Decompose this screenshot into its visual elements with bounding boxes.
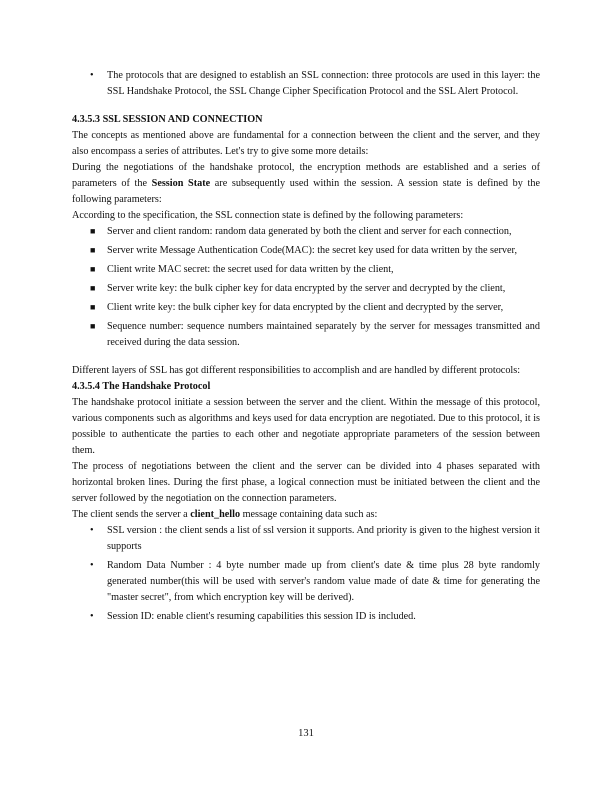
square-bullet-icon: ■ [90,302,96,312]
page-number: 131 [298,728,314,739]
list-item: • Session ID: enable client's resuming capabilities this session ID is included. [72,609,540,625]
bullet-icon: • [90,70,94,81]
paragraph: According to the specification, the SSL connection state is defined by the following parameters: [72,210,464,221]
list-item: ■ Server write Message Authentication Code(MAC): the secret key used for data written by the server, [72,243,540,259]
section-heading: 4.3.5.4 The Handshake Protocol [72,381,211,392]
bold-term: Session State [151,178,211,189]
paragraph: During the negotiations of the handshake protocol, the encryption methods are established and a series of parameters of the Session State are subsequently used within the session. A session state is defined by the following parameters: [72,162,540,205]
list-item: ■ Server and client random: random data generated by both the client and server for each connection, [72,224,540,240]
paragraph: The handshake protocol initiate a session between the server and the client. Within the message of this protocol, various components such as algorithms and keys used for data encryption are negotiated. Due to this protocol, it is possible to authenticate the parties to each other and negotiate appropriate parameters of the session between them. [72,397,540,456]
paragraph: The concepts as mentioned above are fundamental for a connection between the client and the server, and they also encompass a series of attributes. Let's try to give some more details: [72,130,540,157]
list-item: • SSL version : the client sends a list of ssl version it supports. And priority is given to the highest version it supports [90,525,540,552]
square-bullet-icon: ■ [90,321,96,331]
square-bullet-icon: ■ [90,226,96,236]
list-item: • Random Data Number : 4 byte number made up from client's date & time plus 28 byte randomly generated number(this will be used with server's random value made of date & time for generating the "master secret", from which encryption key will be derived). [90,560,540,603]
square-bullet-icon: ■ [90,264,96,274]
intro-bullet-text: The protocols that are designed to establish an SSL connection: three protocols are used in this layer: the SSL Handshake Protocol, the SSL Change Cipher Specification Protocol and the SSL Alert Protocol. [107,70,540,97]
bullet-icon: • [90,525,94,536]
list-item: ■ Client write MAC secret: the secret used for data written by the client, [72,262,540,278]
paragraph: The process of negotiations between the client and the server can be divided into 4 phases separated with horizontal broken lines. During the first phase, a logical connection must be initiated between the client and the server followed by the negotiation on the connection parameters. [72,461,540,504]
section-heading: 4.3.5.3 SSL SESSION AND CONNECTION [72,114,263,125]
bold-term: client_hello [190,509,241,520]
list-item [72,68,540,100]
list-item: ■ Server write key: the bulk cipher key for data encrypted by the server and decrypted by the client, [72,281,540,297]
paragraph: Different layers of SSL has got different responsibilities to accomplish and are handled by different protocols: [72,365,521,376]
square-bullet-icon: ■ [90,283,96,293]
list-item: ■ Sequence number: sequence numbers maintained separately by the server for messages transmitted and received during the data session. [72,319,540,351]
bullet-icon: • [90,560,94,571]
page-body [72,68,540,625]
bullet-icon: • [90,611,94,622]
square-bullet-icon: ■ [90,245,96,255]
paragraph: The client sends the server a client_hello message containing data such as: [72,509,378,520]
list-item: ■ Client write key: the bulk cipher key for data encrypted by the client and decrypted by the server, [72,300,540,316]
